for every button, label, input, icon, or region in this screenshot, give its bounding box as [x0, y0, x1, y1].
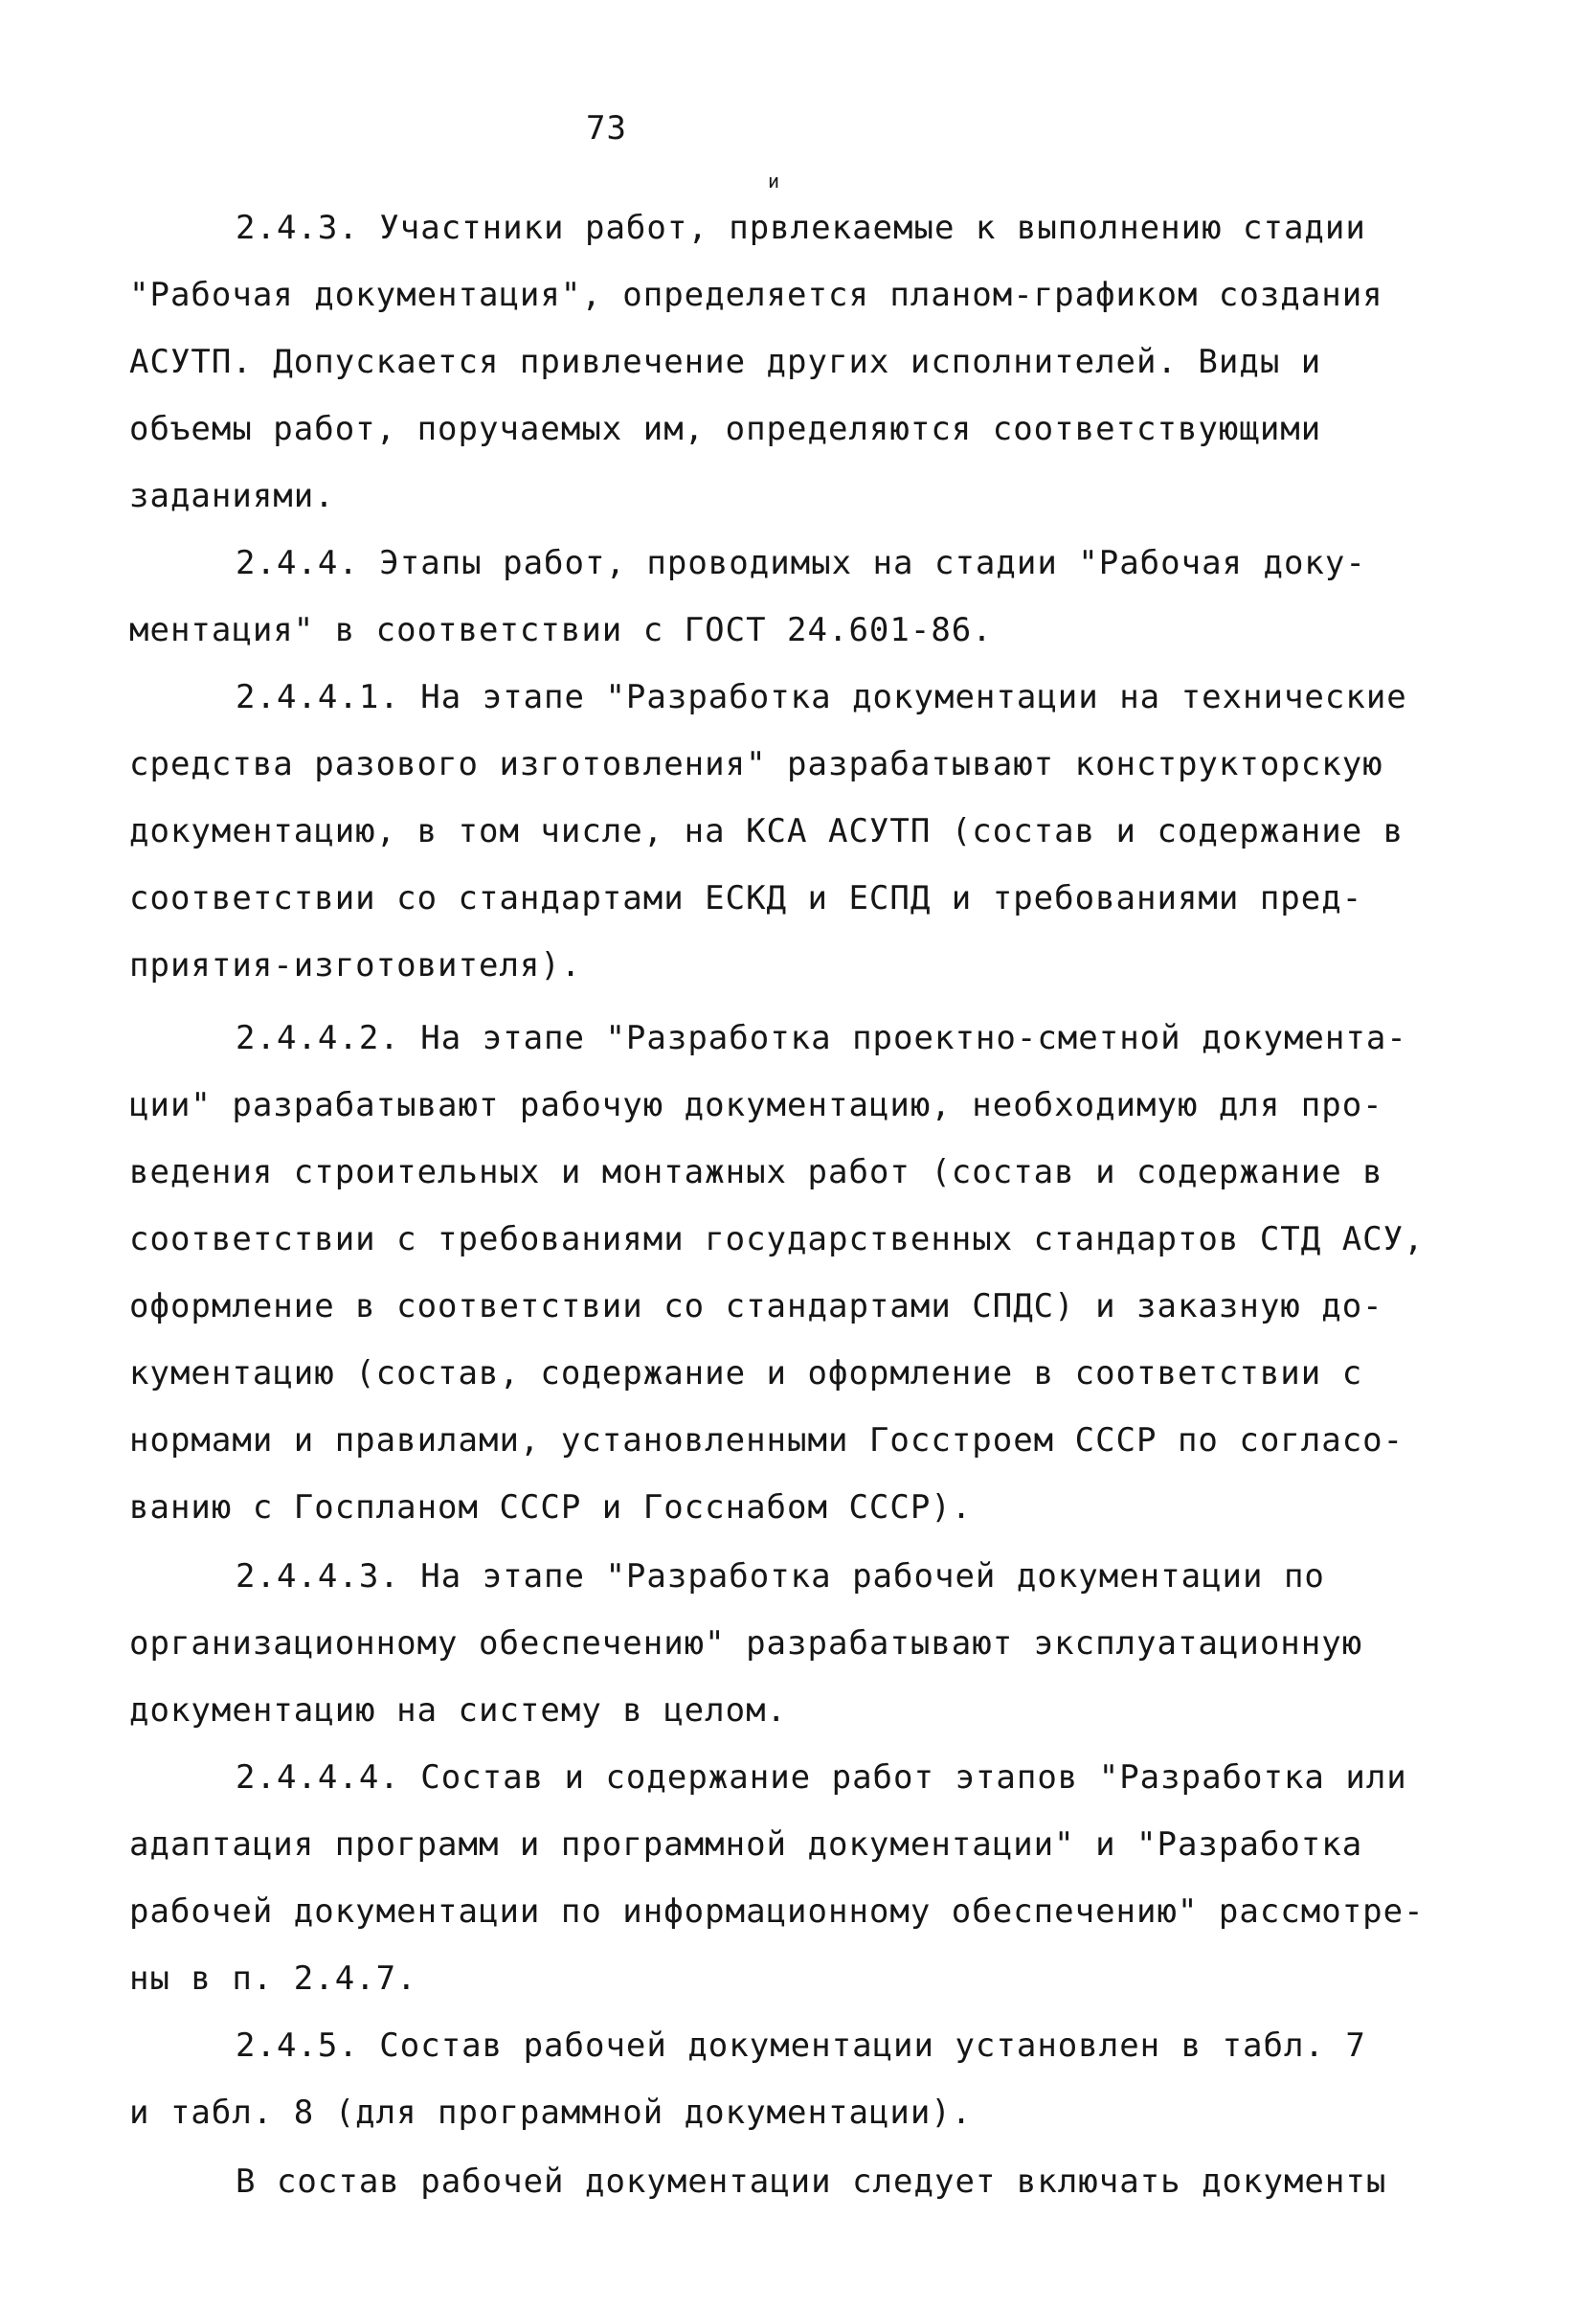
- text-line-5: заданиями.: [129, 477, 335, 515]
- handwritten-annotation: и: [768, 170, 780, 192]
- text-line-30: В состав рабочей документации следует включать документы: [236, 2162, 1387, 2201]
- text-line-8: 2.4.4.1. На этапе "Разработка документации на технические: [236, 678, 1407, 716]
- text-line-22: организационному обеспечению" разрабатывают эксплуатационную: [129, 1624, 1363, 1663]
- text-line-13: 2.4.4.2. На этапе "Разработка проектно-сметной документа-: [236, 1019, 1407, 1057]
- text-line-26: рабочей документации по информационному обеспечению" рассмотре-: [129, 1892, 1425, 1931]
- text-line-25: адаптация программ и программной документации" и "Разработка: [129, 1825, 1363, 1864]
- text-line-28: 2.4.5. Состав рабочей документации установлен в табл. 7: [236, 2026, 1366, 2065]
- text-line-15: ведения строительных и монтажных работ (состав и содержание в: [129, 1153, 1383, 1191]
- text-line-11: соответствии со стандартами ЕСКД и ЕСПД и требованиями пред-: [129, 879, 1363, 917]
- text-line-17: оформление в соответствии со стандартами СПДС) и заказную до-: [129, 1287, 1383, 1325]
- text-line-24: 2.4.4.4. Состав и содержание работ этапов "Разработка или: [236, 1758, 1407, 1797]
- text-line-18: кументацию (состав, содержание и оформление в соответствии с: [129, 1354, 1363, 1392]
- text-line-16: соответствии с требованиями государственных стандартов СТД АСУ,: [129, 1220, 1425, 1258]
- text-line-1: 2.4.3. Участники работ, првлекаемые к выполнению стадии: [236, 209, 1366, 247]
- text-line-14: ции" разрабатывают рабочую документацию, необходимую для про-: [129, 1086, 1383, 1124]
- text-line-27: ны в п. 2.4.7.: [129, 1959, 417, 1998]
- text-line-29: и табл. 8 (для программной документации).: [129, 2094, 973, 2132]
- text-line-19: нормами и правилами, установленными Госстроем СССР по согласо-: [129, 1421, 1405, 1460]
- text-line-9: средства разового изготовления" разрабатывают конструкторскую: [129, 745, 1383, 783]
- text-line-4: объемы работ, поручаемых им, определяются соответствующими: [129, 410, 1322, 448]
- text-line-20: ванию с Госпланом СССР и Госснабом СССР).: [129, 1488, 973, 1527]
- text-line-10: документацию, в том числе, на КСА АСУТП (состав и содержание в: [129, 812, 1405, 850]
- text-line-12: приятия-изготовителя).: [129, 946, 582, 985]
- text-line-23: документацию на систему в целом.: [129, 1691, 788, 1730]
- page-number: 73: [586, 109, 627, 147]
- text-line-2: "Рабочая документация", определяется планом-графиком создания: [129, 276, 1383, 314]
- text-line-3: АСУТП. Допускается привлечение других исполнителей. Виды и: [129, 343, 1322, 381]
- text-line-6: 2.4.4. Этапы работ, проводимых на стадии "Рабочая доку-: [236, 544, 1366, 582]
- text-line-21: 2.4.4.3. На этапе "Разработка рабочей документации по: [236, 1557, 1325, 1596]
- text-line-7: ментация" в соответствии с ГОСТ 24.601-86.: [129, 611, 993, 649]
